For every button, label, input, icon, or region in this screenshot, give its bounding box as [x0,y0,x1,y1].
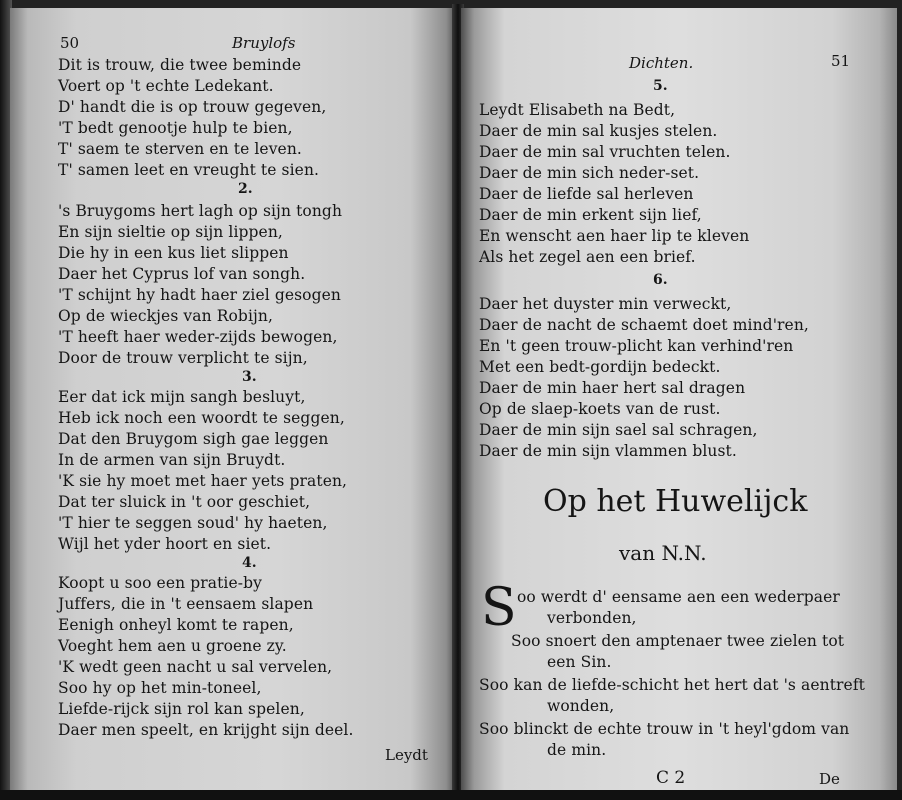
drop-cap: S [481,578,517,638]
verse-line: Liefde-rijck sijn rol kan spelen, [58,700,305,718]
verse-line: D' handt die is op trouw gegeven, [58,98,327,116]
verse-line: Daer de min haer hert sal dragen [479,379,746,397]
verse-line: Daer het duyster min verweckt, [479,295,732,313]
stanza-number: 4. [242,555,257,571]
verse-line: Daer de min erkent sijn lief, [479,206,702,224]
verse-line: Heb ick noch een woordt te seggen, [58,409,345,427]
verse-line: Eer dat ick mijn sangh besluyt, [58,388,306,406]
right-running-head: Dichten. [629,54,694,72]
verse-line: Koopt u soo een pratie-by [58,574,262,592]
left-running-head: Bruylofs [232,34,296,52]
verse-line: Daer de min sal kusjes stelen. [479,122,718,140]
poem-title: Op het Huwelijck [543,484,808,519]
verse-line: Soo blinckt de echte trouw in 't heyl'gdom van [479,720,850,738]
verse-line: Juffers, die in 't eensaem slapen [58,595,314,613]
verse-line: Daer de liefde sal herleven [479,185,694,203]
verse-line: Met een bedt-gordijn bedeckt. [479,358,721,376]
verse-line: Leydt Elisabeth na Bedt, [479,101,676,119]
stanza-number: 5. [653,78,668,94]
verse-line: In de armen van sijn Bruydt. [58,451,286,469]
verse-line: En 't geen trouw-plicht kan verhind'ren [479,337,794,355]
poem-subtitle: van N.N. [619,541,707,565]
verse-line: Dat den Bruygom sigh gae leggen [58,430,329,448]
verse-line: Door de trouw verplicht te sijn, [58,349,308,367]
verse-line: verbonden, [547,609,637,627]
verse-line: 'T hier te seggen soud' hy haeten, [58,514,328,532]
verse-line: T' saem te sterven en te leven. [58,140,302,158]
right-page [461,8,897,793]
book-bottom-edge [0,790,902,800]
verse-line: oo werdt d' eensame aen een wederpaer [517,588,840,606]
verse-line: En sijn sieltie op sijn lippen, [58,223,283,241]
verse-line: 'T bedt genootje hulp te bien, [58,119,293,137]
verse-line: 'T heeft haer weder-zijds bewogen, [58,328,338,346]
verse-line: Daer men speelt, en krijght sijn deel. [58,721,354,739]
verse-line: Op de wieckjes van Robijn, [58,307,274,325]
verse-line: Soo kan de liefde-schicht het hert dat 's aentreft [479,676,865,694]
left-page [10,8,455,793]
verse-line: 'T schijnt hy hadt haer ziel gesogen [58,286,341,304]
verse-line: een Sin. [547,653,612,671]
verse-line: 'K wedt geen nacht u sal vervelen, [58,658,333,676]
verse-line: Voert op 't echte Ledekant. [58,77,274,95]
verse-line: Daer de min sich neder-set. [479,164,700,182]
verse-line: Dit is trouw, die twee beminde [58,56,302,74]
verse-line: Daer de nacht de schaemt doet mind'ren, [479,316,809,334]
verse-line: de min. [547,741,607,759]
verse-line: Soo hy op het min-toneel, [58,679,262,697]
signature-mark: C 2 [656,768,686,788]
right-catchword: De [819,770,840,788]
stanza-number: 3. [242,369,257,385]
stanza-number: 6. [653,272,668,288]
left-catchword: Leydt [385,746,428,764]
verse-line: Soo snoert den amptenaer twee zielen tot [511,632,845,650]
verse-line: Eenigh onheyl komt te rapen, [58,616,294,634]
verse-line: Die hy in een kus liet slippen [58,244,289,262]
verse-line: Dat ter sluick in 't oor geschiet, [58,493,311,511]
verse-line: Als het zegel aen een brief. [479,248,696,266]
verse-line: wonden, [547,697,615,715]
verse-line: En wenscht aen haer lip te kleven [479,227,750,245]
verse-line: Daer de min sal vruchten telen. [479,143,731,161]
verse-line: 's Bruygoms hert lagh op sijn tongh [58,202,343,220]
verse-line: Wijl het yder hoort en siet. [58,535,272,553]
left-page-number: 50 [60,34,80,52]
verse-line: Daer de min sijn vlammen blust. [479,442,737,460]
stanza-number: 2. [238,181,253,197]
right-page-number: 51 [831,52,851,70]
verse-line: Op de slaep-koets van de rust. [479,400,721,418]
verse-line: Daer het Cyprus lof van songh. [58,265,306,283]
verse-line: T' samen leet en vreught te sien. [58,161,320,179]
verse-line: Voeght hem aen u groene zy. [58,637,287,655]
verse-line: Daer de min sijn sael sal schragen, [479,421,758,439]
verse-line: 'K sie hy moet met haer yets praten, [58,472,348,490]
